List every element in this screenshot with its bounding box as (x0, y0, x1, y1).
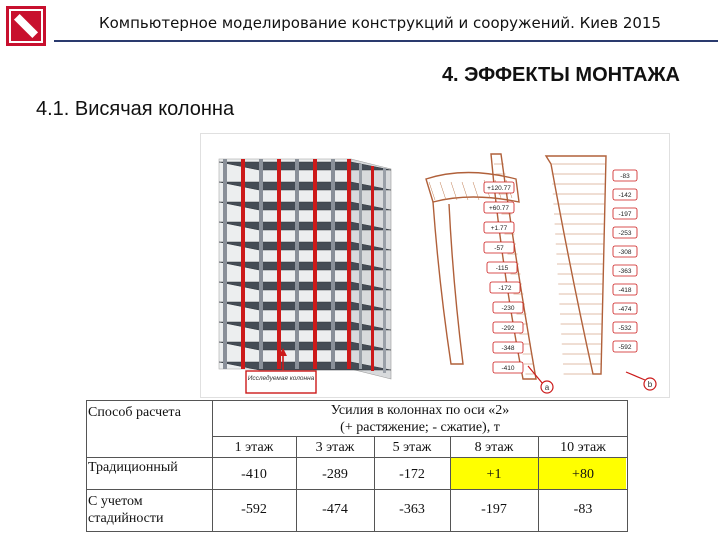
table-cell: -474 (322, 502, 348, 517)
left-value-label (484, 202, 514, 213)
right-value-label (613, 284, 637, 295)
method-staged: С учетом стадийности (88, 494, 164, 526)
floor-header: 10 этаж (560, 439, 606, 455)
table-cell: -83 (573, 502, 593, 517)
left-value-label (487, 262, 517, 273)
right-value-label (613, 227, 637, 238)
svg-text:-292: -292 (501, 325, 515, 332)
svg-text:-410: -410 (501, 365, 515, 372)
panel-a-label: a (544, 383, 550, 392)
table-cell: -197 (481, 502, 507, 517)
left-value-label (493, 362, 523, 373)
forces-header-line2: (+ растяжение; - сжатие), т (340, 420, 500, 435)
method-traditional: Традиционный (88, 460, 178, 475)
svg-text:+60.77: +60.77 (488, 205, 510, 212)
right-value-label (613, 170, 637, 181)
subsection-title: 4.1. Висячая колонна (36, 98, 235, 120)
right-value-label (613, 303, 637, 314)
left-value-label (493, 342, 523, 353)
svg-text:-363: -363 (618, 268, 632, 275)
table-cell: -289 (322, 466, 348, 482)
left-value-label (493, 322, 523, 333)
floor-header: 1 этаж (234, 439, 274, 455)
table-cell: -363 (399, 502, 425, 517)
floor-header: 8 этаж (474, 439, 514, 455)
panel-b-marker (626, 372, 656, 390)
svg-text:-592: -592 (618, 344, 632, 351)
svg-text:-83: -83 (620, 173, 630, 180)
method-header: Способ расчета (88, 405, 181, 420)
right-value-label (613, 246, 637, 257)
svg-text:-308: -308 (618, 249, 632, 256)
left-value-label (490, 282, 520, 293)
svg-text:-197: -197 (618, 211, 632, 218)
svg-text:-474: -474 (618, 306, 632, 313)
right-value-label (613, 189, 637, 200)
svg-text:-115: -115 (495, 265, 509, 272)
table-cell: +1 (486, 466, 502, 482)
callout-label: Исследуемая колонна (247, 375, 315, 382)
svg-text:-418: -418 (618, 287, 632, 294)
svg-text:-172: -172 (498, 285, 512, 292)
table-cell: +80 (572, 466, 594, 482)
svg-text:+1.77: +1.77 (490, 225, 508, 232)
right-value-label (613, 265, 637, 276)
left-value-label (484, 242, 514, 253)
header-title: Компьютерное моделирование конструкций и сооружений. Киев 2015 (98, 14, 662, 32)
building-model (219, 159, 391, 379)
forces-table (86, 400, 628, 532)
svg-text:-532: -532 (618, 325, 632, 332)
table-cell: -592 (241, 502, 267, 517)
right-value-label (613, 208, 637, 219)
floor-header: 5 этаж (392, 439, 432, 455)
left-value-label (484, 222, 514, 233)
svg-text:-57: -57 (494, 245, 504, 252)
left-value-label (484, 182, 514, 193)
right-value-label (613, 341, 637, 352)
svg-text:-142: -142 (618, 192, 632, 199)
right-value-label (613, 322, 637, 333)
logo (6, 6, 46, 46)
svg-text:-253: -253 (618, 230, 632, 237)
figure-canvas (201, 134, 671, 399)
figure (200, 133, 670, 398)
svg-text:+120.77: +120.77 (487, 185, 511, 192)
panel-b-label: b (647, 380, 653, 389)
header-divider (54, 40, 718, 42)
table-cell: -410 (241, 466, 267, 482)
table-cell: -172 (399, 466, 425, 482)
section-title: 4. ЭФФЕКТЫ МОНТАЖА (441, 64, 680, 86)
svg-text:-348: -348 (501, 345, 515, 352)
svg-text:-230: -230 (501, 305, 515, 312)
forces-header-line1: Усилия в колоннах по оси «2» (330, 403, 510, 418)
floor-header: 3 этаж (315, 439, 355, 455)
left-value-label (493, 302, 523, 313)
